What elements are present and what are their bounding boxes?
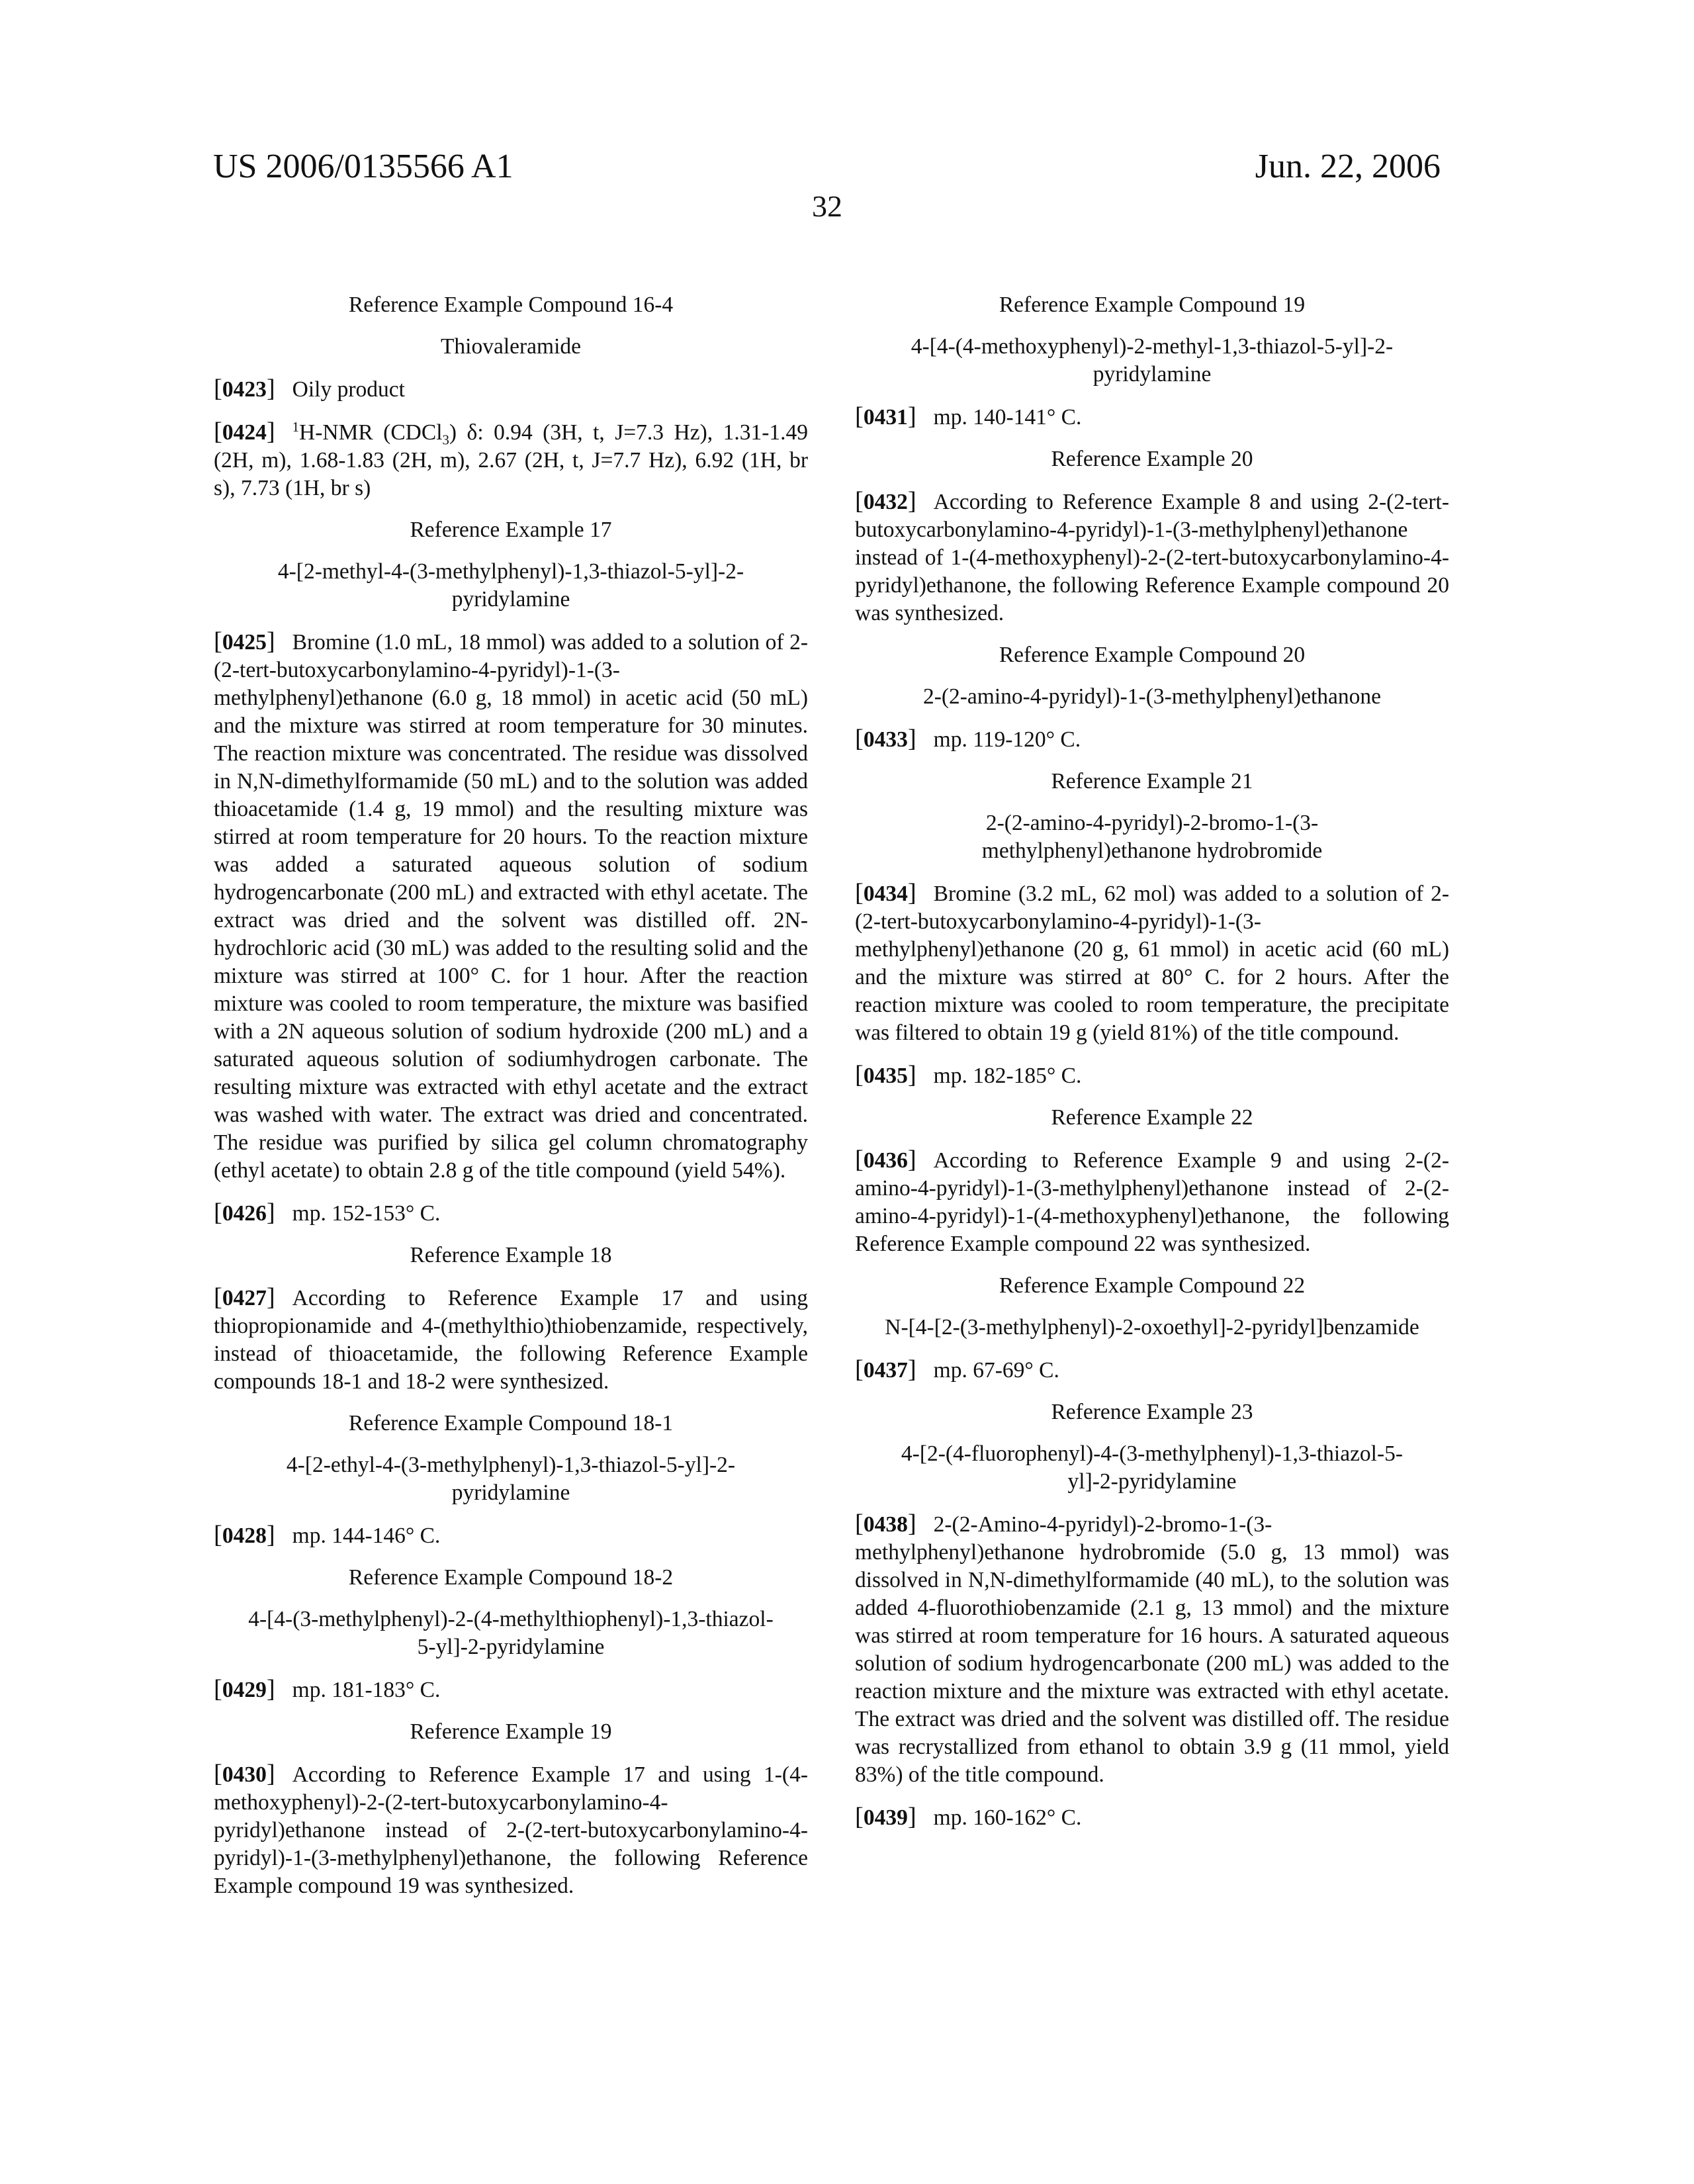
paragraph-number: [0433]	[855, 727, 916, 752]
compound-name: Thiovaleramide	[240, 333, 781, 361]
paragraph-text: mp. 181-183° C.	[292, 1678, 441, 1702]
paragraph-text: According to Reference Example 9 and using 2-(2-amino-4-pyridyl)-1-(3-methylphenyl)ethanone instead of 2-(2-amino-4-pyridyl)-1-(4-methoxyphenyl)ethanone, the following Reference Example compound 22 was synthesized.	[855, 1148, 1449, 1256]
paragraph-number-value: 0437	[864, 1358, 908, 1383]
right-column	[855, 291, 1449, 1846]
paragraph-text: mp. 140-141° C.	[934, 405, 1082, 430]
paragraph-number: [0424]	[214, 420, 275, 445]
paragraph-0437	[855, 1355, 1449, 1385]
paragraph-number: [0431]	[855, 405, 916, 430]
paragraph-number-value: 0435	[864, 1064, 908, 1088]
paragraph-number: [0435]	[855, 1064, 916, 1088]
paragraph-number-value: 0427	[222, 1286, 267, 1310]
paragraph-0428	[214, 1521, 808, 1550]
paragraph-0425	[214, 627, 808, 1185]
paragraph-0435	[855, 1061, 1449, 1090]
paragraph-number-value: 0436	[864, 1148, 908, 1173]
paragraph-number: [0428]	[214, 1524, 275, 1548]
paragraph-text: mp. 152-153° C.	[292, 1201, 441, 1226]
paragraph-0424	[214, 418, 808, 502]
paragraph-0434	[855, 879, 1449, 1047]
paragraph-number: [0429]	[214, 1678, 275, 1702]
compound-name: N-[4-[2-(3-methylphenyl)-2-oxoethyl]-2-pyridyl]benzamide	[881, 1314, 1423, 1342]
paragraph-number-value: 0430	[222, 1762, 267, 1787]
section-heading: Reference Example Compound 16-4	[214, 291, 808, 319]
subscript: 3	[443, 433, 449, 448]
section-heading: Reference Example Compound 20	[855, 641, 1449, 669]
section-heading: Reference Example 18	[214, 1242, 808, 1269]
paragraph-0439	[855, 1803, 1449, 1832]
paragraph-number-value: 0426	[222, 1201, 267, 1226]
paragraph-text: H-NMR (CDCl	[299, 420, 442, 445]
paragraph-number: [0423]	[214, 377, 275, 402]
compound-name: 4-[2-methyl-4-(3-methylphenyl)-1,3-thiazol-5-yl]-2-pyridylamine	[240, 558, 781, 614]
publication-number: US 2006/0135566 A1	[213, 147, 513, 186]
paragraph-0438	[855, 1510, 1449, 1789]
compound-name: 4-[2-(4-fluorophenyl)-4-(3-methylphenyl)-1,3-thiazol-5-yl]-2-pyridylamine	[881, 1440, 1423, 1496]
paragraph-0430	[214, 1760, 808, 1900]
paragraph-0426	[214, 1199, 808, 1228]
paragraph-number-value: 0433	[864, 727, 908, 752]
left-column	[214, 291, 808, 1914]
section-heading: Reference Example 20	[855, 445, 1449, 473]
paragraph-number: [0426]	[214, 1201, 275, 1226]
paragraph-number-value: 0425	[222, 630, 267, 655]
publication-date: Jun. 22, 2006	[1255, 147, 1441, 186]
paragraph-number-value: 0429	[222, 1678, 267, 1702]
paragraph-text: mp. 119-120° C.	[934, 727, 1081, 752]
paragraph-number-value: 0428	[222, 1524, 267, 1548]
paragraph-0423	[214, 375, 808, 404]
section-heading: Reference Example 21	[855, 768, 1449, 796]
paragraph-text: mp. 67-69° C.	[934, 1358, 1059, 1383]
paragraph-number: [0434]	[855, 882, 916, 906]
paragraph-0429	[214, 1675, 808, 1704]
paragraph-text: According to Reference Example 8 and using 2-(2-tert-butoxycarbonylamino-4-pyridyl)-1-(3-methylphenyl)ethanone instead of 1-(4-methoxyphenyl)-2-(2-tert-butoxycarbonylamino-4-pyridyl)ethanone, the following Reference Example compound 20 was synthesized.	[855, 490, 1449, 625]
section-heading: Reference Example Compound 22	[855, 1272, 1449, 1300]
compound-name: 4-[4-(3-methylphenyl)-2-(4-methylthiophenyl)-1,3-thiazol-5-yl]-2-pyridylamine	[240, 1606, 781, 1661]
paragraph-text: ) δ: 0.94 (3H, t, J=7.3 Hz), 1.31-1.49 (2H, m), 1.68-1.83 (2H, m), 2.67 (2H, t, J=7.7 Hz), 6.92 (1H, br s), 7.73 (1H, br s)	[214, 420, 808, 500]
paragraph-0436	[855, 1146, 1449, 1258]
paragraph-number-value: 0432	[864, 490, 908, 514]
paragraph-number-value: 0439	[864, 1805, 908, 1830]
paragraph-0433	[855, 725, 1449, 754]
paragraph-text: Bromine (1.0 mL, 18 mmol) was added to a solution of 2-(2-tert-butoxycarbonylamino-4-pyridyl)-1-(3-methylphenyl)ethanone (6.0 g, 18 mmol) in acetic acid (50 mL) and the mixture was stirred at room temperature for 30 minutes. The reaction mixture was concentrated. The residue was dissolved in N,N-dimethylformamide (50 mL) and to the solution was added thioacetamide (1.4 g, 19 mmol) and the resulting mixture was stirred at room temperature for 20 hours. To the reaction mixture was added a saturated aqueous solution of sodium hydrogencarbonate (200 mL) and extracted with ethyl acetate. The extract was dried and the solvent was distilled off. 2N-hydrochloric acid (30 mL) was added to the resulting solid and the mixture was stirred at 100° C. for 1 hour. After the reaction mixture was cooled to room temperature, the mixture was basified with a 2N aqueous solution of sodium hydroxide (200 mL) and a saturated aqueous solution of sodiumhydrogen carbonate. The resulting mixture was extracted with ethyl acetate and the extract was washed with water. The extract was dried and concentrated. The residue was purified by silica gel column chromatography (ethyl acetate) to obtain 2.8 g of the title compound (yield 54%).	[214, 630, 808, 1183]
section-heading: Reference Example 23	[855, 1398, 1449, 1426]
superscript: 1	[292, 420, 299, 435]
paragraph-number: [0437]	[855, 1358, 916, 1383]
section-heading: Reference Example Compound 18-2	[214, 1564, 808, 1592]
paragraph-number: [0439]	[855, 1805, 916, 1830]
paragraph-0427	[214, 1283, 808, 1396]
paragraph-number: [0438]	[855, 1512, 916, 1537]
paragraph-number: [0427]	[214, 1286, 275, 1310]
paragraph-number-value: 0424	[222, 420, 267, 445]
paragraph-number: [0425]	[214, 630, 275, 655]
section-heading: Reference Example 19	[214, 1718, 808, 1746]
section-heading: Reference Example 22	[855, 1104, 1449, 1132]
section-heading: Reference Example Compound 19	[855, 291, 1449, 319]
paragraph-text: mp. 144-146° C.	[292, 1524, 441, 1548]
compound-name: 4-[2-ethyl-4-(3-methylphenyl)-1,3-thiazol-5-yl]-2-pyridylamine	[240, 1451, 781, 1507]
paragraph-number-value: 0438	[864, 1512, 908, 1537]
paragraph-text: 2-(2-Amino-4-pyridyl)-2-bromo-1-(3-methylphenyl)ethanone hydrobromide (5.0 g, 13 mmol) was dissolved in N,N-dimethylformamide (40 mL), to the solution was added 4-fluorothiobenzamide (2.1 g, 13 mmol) and the mixture was stirred at room temperature for 16 hours. A saturated aqueous solution of sodium hydrogencarbonate (200 mL) was added to the reaction mixture and the mixture was extracted with ethyl acetate. The extract was dried and the solvent was distilled off. The residue was recrystallized from ethanol to obtain 3.9 g (11 mmol, yield 83%) of the title compound.	[855, 1512, 1449, 1787]
section-heading: Reference Example 17	[214, 516, 808, 544]
paragraph-number-value: 0431	[864, 405, 908, 430]
compound-name: 4-[4-(4-methoxyphenyl)-2-methyl-1,3-thiazol-5-yl]-2-pyridylamine	[881, 333, 1423, 388]
paragraph-0431	[855, 402, 1449, 432]
section-heading: Reference Example Compound 18-1	[214, 1410, 808, 1437]
paragraph-number: [0432]	[855, 490, 916, 514]
paragraph-text: mp. 160-162° C.	[934, 1805, 1082, 1830]
page-number: 32	[0, 189, 1654, 224]
compound-name: 2-(2-amino-4-pyridyl)-1-(3-methylphenyl)ethanone	[881, 683, 1423, 711]
paragraph-text: According to Reference Example 17 and using 1-(4-methoxyphenyl)-2-(2-tert-butoxycarbonylamino-4-pyridyl)ethanone instead of 2-(2-tert-butoxycarbonylamino-4-pyridyl)-1-(3-methylphenyl)ethanone, the following Reference Example compound 19 was synthesized.	[214, 1762, 808, 1898]
paragraph-number: [0430]	[214, 1762, 275, 1787]
paragraph-number: [0436]	[855, 1148, 916, 1173]
paragraph-number-value: 0423	[222, 377, 267, 402]
paragraph-0432	[855, 487, 1449, 627]
paragraph-number-value: 0434	[864, 882, 908, 906]
paragraph-text: mp. 182-185° C.	[934, 1064, 1082, 1088]
compound-name: 2-(2-amino-4-pyridyl)-2-bromo-1-(3-methylphenyl)ethanone hydrobromide	[881, 809, 1423, 865]
paragraph-text: Oily product	[292, 377, 405, 402]
paragraph-text: According to Reference Example 17 and using thiopropionamide and 4-(methylthio)thiobenzamide, respectively, instead of thioacetamide, the following Reference Example compounds 18-1 and 18-2 were synthesized.	[214, 1286, 808, 1394]
paragraph-text: Bromine (3.2 mL, 62 mol) was added to a solution of 2-(2-tert-butoxycarbonylamino-4-pyridyl)-1-(3-methylphenyl)ethanone (20 g, 61 mmol) in acetic acid (60 mL) and the mixture was stirred at 80° C. for 2 hours. After the reaction mixture was cooled to room temperature, the precipitate was filtered to obtain 19 g (yield 81%) of the title compound.	[855, 882, 1449, 1045]
